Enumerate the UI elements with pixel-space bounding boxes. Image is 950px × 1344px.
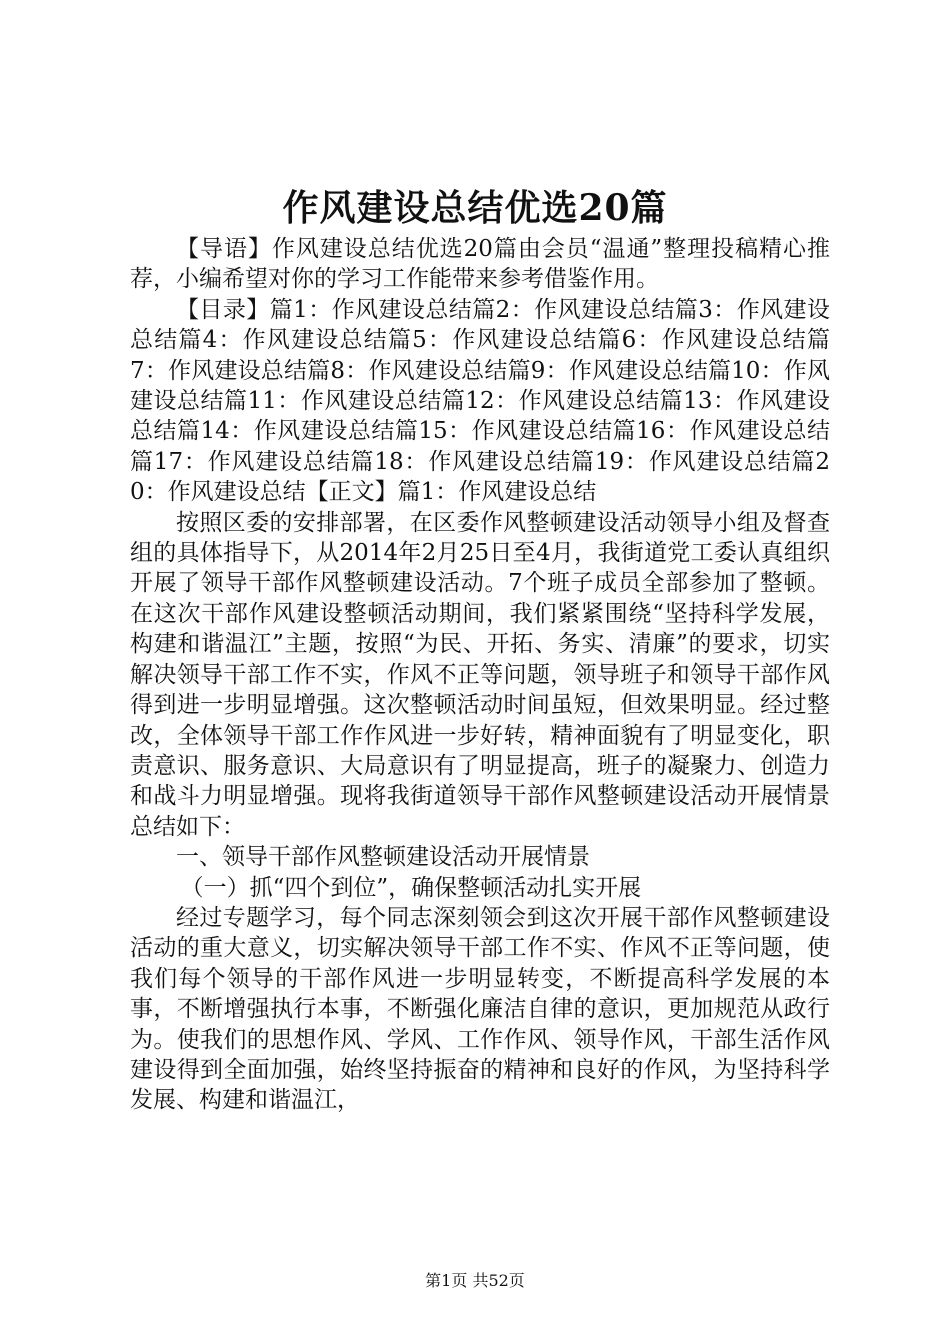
intro-paragraph: 【导语】作风建设总结优选20篇由会员“温通”整理投稿精心推荐，小编希望对你的学习工作能带来参考借鉴作用。 [130,236,830,293]
document-body [130,234,830,1116]
section-heading: 一、领导干部作风整顿建设活动开展情景 [176,844,590,871]
body-paragraph: 按照区委的安排部署，在区委作风整顿建设活动领导小组及督查组的具体指导下，从2014年2月25日至4月，我街道党工委认真组织开展了领导干部作风整顿建设活动。7个班子成员全部参加了整顿。在这次干部作风建设整顿活动期间，我们紧紧围绕“坚持科学发展，构建和谐温江”主题，按照“为民、开拓、务实、清廉”的要求，切实解决领导干部工作不实，作风不正等问题，领导班子和领导干部作风得到进一步明显增强。这次整顿活动时间虽短，但效果明显。经过整改，全体领导干部工作作风进一步好转，精神面貌有了明显变化，职责意识、服务意识、大局意识有了明显提高，班子的凝聚力、创造力和战斗力明显增强。现将我街道领导干部作风整顿建设活动开展情景总结如下： [130,509,830,840]
subsection-heading: （一）抓“四个到位”，确保整顿活动扎实开展 [180,874,642,901]
page-title: 作风建设总结优选20篇 [282,187,668,229]
body-paragraph: 经过专题学习，每个同志深刻领会到这次开展干部作风整顿建设活动的重大意义，切实解决领导干部工作不实、作风不正等问题，使我们每个领导的干部作风进一步明显转变，不断提高科学发展的本事，不断增强执行本事，不断强化廉洁自律的意识，更加规范从政行为。使我们的思想作风、学风、工作作风、领导作风，干部生活作风建设得到全面加强，始终坚持振奋的精神和良好的作风，为坚持科学发展、构建和谐温江， [130,904,830,1114]
page-footer: 第1页 共52页 [425,1271,525,1290]
table-of-contents-paragraph: 【目录】篇1：作风建设总结篇2：作风建设总结篇3：作风建设总结篇4：作风建设总结篇5：作风建设总结篇6：作风建设总结篇7：作风建设总结篇8：作风建设总结篇9：作风建设总结篇10：作风建设总结篇11：作风建设总结篇12：作风建设总结篇13：作风建设总结篇14：作风建设总结篇15：作风建设总结篇16：作风建设总结篇17：作风建设总结篇18：作风建设总结篇19：作风建设总结篇20：作风建设总结【正文】篇1：作风建设总结 [130,296,830,506]
